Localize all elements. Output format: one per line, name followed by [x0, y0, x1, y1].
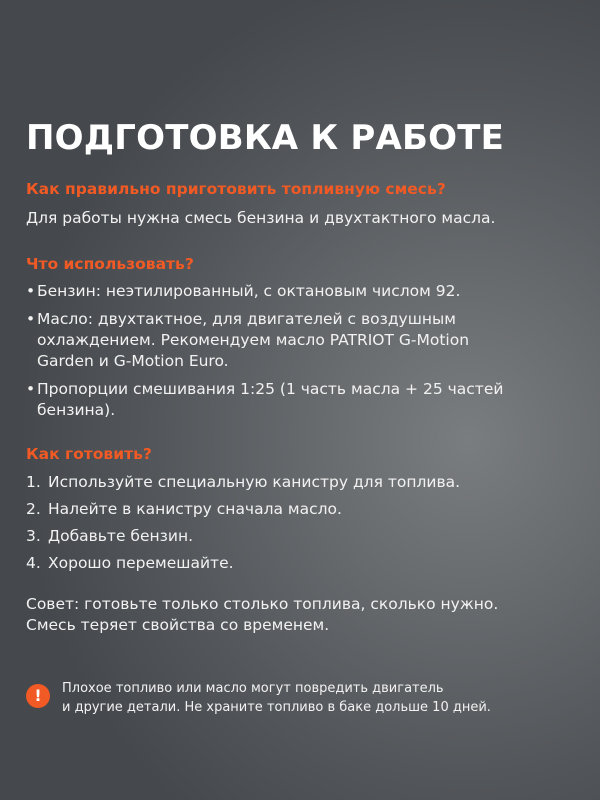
list-item-line: Бензин: неэтилированный, с октановым числом 92.: [37, 282, 461, 300]
section-heading-mixture: Как правильно приготовить топливную смесь?: [26, 180, 446, 198]
step-text: Хорошо перемешайте.: [48, 554, 234, 572]
step-item: [26, 553, 460, 574]
step-text: Добавьте бензин.: [48, 527, 194, 545]
bullet-mark: •: [26, 282, 36, 300]
list-item: [26, 309, 503, 372]
section-heading-what-to-use: Что использовать?: [26, 255, 194, 273]
step-item: [26, 499, 460, 520]
what-to-use-list: [26, 281, 503, 428]
list-item-line: бензина).: [37, 401, 116, 419]
step-number: 4.: [26, 554, 41, 572]
exclamation-circle-icon: !: [26, 684, 50, 708]
list-item: [26, 281, 503, 302]
page-title: ПОДГОТОВКА К РАБОТЕ: [26, 118, 505, 158]
list-item-line: Пропорции смешивания 1:25 (1 часть масла + 25 частей: [37, 380, 504, 398]
warning-line: и другие детали. Не храните топливо в баке дольше 10 дней.: [62, 699, 491, 715]
bullet-mark: •: [26, 380, 36, 398]
warning-line: Плохое топливо или масло могут повредить двигатель: [62, 681, 444, 696]
list-item: [26, 379, 503, 421]
step-number: 3.: [26, 527, 41, 545]
section-heading-how-to-prepare: Как готовить?: [26, 445, 152, 463]
list-item-line: Garden и G-Motion Euro.: [37, 352, 229, 370]
step-item: [26, 472, 460, 493]
step-number: 1.: [26, 473, 41, 491]
list-item-line: охлаждением. Рекомендуем масло PATRIOT G-Motion: [37, 331, 470, 349]
list-item-line: Масло: двухтактное, для двигателей с воздушным: [37, 310, 456, 328]
advice-line: Совет: готовьте только столько топлива, сколько нужно.: [26, 595, 499, 613]
section-text-mixture: Для работы нужна смесь бензина и двухтактного масла.: [26, 209, 496, 227]
bullet-mark: •: [26, 310, 36, 328]
step-text: Используйте специальную канистру для топлива.: [48, 473, 461, 491]
step-item: [26, 526, 460, 547]
warning-text: [62, 680, 491, 717]
advice-line: Смесь теряет свойства со временем.: [26, 616, 330, 634]
how-to-prepare-steps: [26, 472, 460, 580]
step-text: Налейте в канистру сначала масло.: [48, 500, 342, 518]
step-number: 2.: [26, 500, 41, 518]
advice-text: [26, 594, 498, 636]
